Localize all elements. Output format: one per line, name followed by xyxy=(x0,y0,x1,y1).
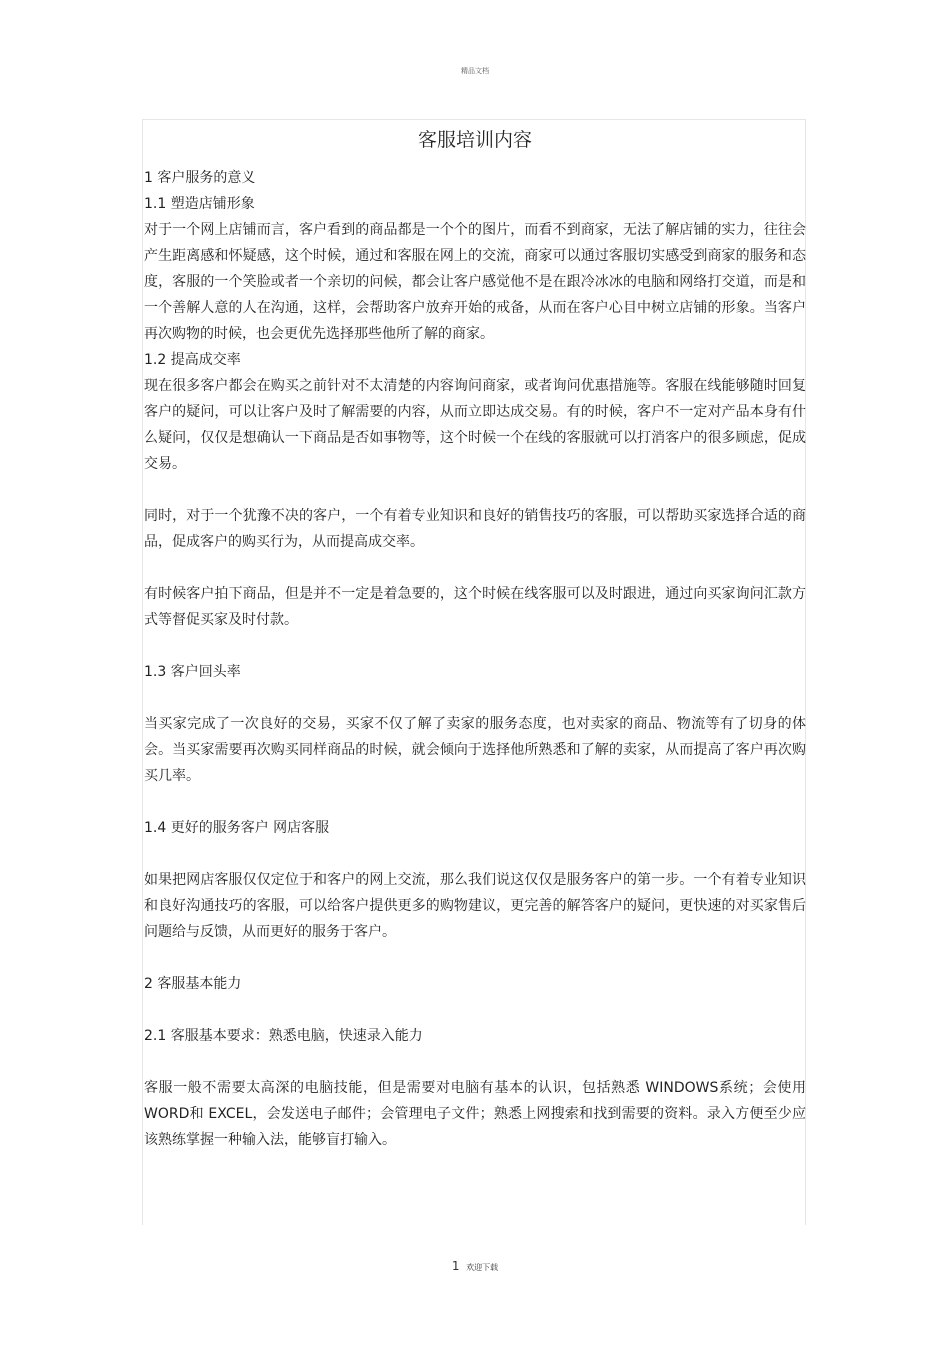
body-paragraph: 同时，对于一个犹豫不决的客户，一个有着专业知识和良好的销售技巧的客服，可以帮助买家选择合适的商品，促成客户的购买行为，从而提高成交率。 xyxy=(144,508,806,550)
section-heading: 1.3 客户回头率 xyxy=(144,664,241,680)
body-paragraph: 当买家完成了一次良好的交易，买家不仅了解了卖家的服务态度，也对卖家的商品、物流等有了切身的体会。当买家需要再次购买同样商品的时候，就会倾向于选择他所熟悉和了解的卖家，从而提高了客户再次购买几率。 xyxy=(144,716,806,784)
document-blocks xyxy=(144,165,806,1153)
paragraph-gap xyxy=(144,789,806,815)
paragraph-gap xyxy=(144,555,806,581)
section-heading: 1 客户服务的意义 xyxy=(144,170,256,186)
section-heading: 1.2 提高成交率 xyxy=(144,352,241,368)
page-number: 1 xyxy=(451,1259,460,1273)
document-title: 客服培训内容 xyxy=(417,129,532,151)
paragraph-gap xyxy=(144,477,806,503)
section-heading: 2.1 客服基本要求：熟悉电脑，快速录入能力 xyxy=(144,1028,423,1044)
section-heading: 1.4 更好的服务客户 网店客服 xyxy=(144,820,330,836)
body-paragraph: 现在很多客户都会在购买之前针对不太清楚的内容询问商家，或者询问优惠措施等。客服在线能够随时回复客户的疑问，可以让客户及时了解需要的内容，从而立即达成交易。有的时候，客户不一定对产品本身有什么疑问，仅仅是想确认一下商品是否如事物等，这个时候一个在线的客服就可以打消客户的很多顾虑，促成交易。 xyxy=(144,378,806,472)
body-paragraph: 对于一个网上店铺而言，客户看到的商品都是一个个的图片，而看不到商家，无法了解店铺的实力，往往会产生距离感和怀疑感，这个时候，通过和客服在网上的交流，商家可以通过客服切实感受到商家的服务和态度，客服的一个笑脸或者一个亲切的问候，都会让客户感觉他不是在跟冷冰冰的电脑和网络打交道，而是和一个善解人意的人在沟通，这样，会帮助客户放弃开始的戒备，从而在客户心目中树立店铺的形象。当客户再次购物的时候，也会更优先选择那些他所了解的商家。 xyxy=(144,222,806,342)
paragraph-gap xyxy=(144,997,806,1023)
paragraph-gap xyxy=(144,1049,806,1075)
footer-text: 欢迎下载 xyxy=(466,1263,499,1272)
header-note: 精品文档 xyxy=(461,67,489,75)
body-paragraph: 有时候客户拍下商品，但是并不一定是着急要的，这个时候在线客服可以及时跟进，通过向买家询问汇款方式等督促买家及时付款。 xyxy=(144,586,806,628)
paragraph-gap xyxy=(144,633,806,659)
paragraph-gap xyxy=(144,685,806,711)
section-heading: 1.1 塑造店铺形象 xyxy=(144,196,255,212)
paragraph-gap xyxy=(144,945,806,971)
body-paragraph: 如果把网店客服仅仅定位于和客户的网上交流，那么我们说这仅仅是服务客户的第一步。一个有着专业知识和良好沟通技巧的客服，可以给客户提供更多的购物建议，更完善的解答客户的疑问，更快速的对买家售后问题给与反馈，从而更好的服务于客户。 xyxy=(144,872,806,940)
body-paragraph: 客服一般不需要太高深的电脑技能，但是需要对电脑有基本的认识，包括熟悉 WINDOWS系统；会使用 WORD和 EXCEL，会发送电子邮件；会管理电子文件；熟悉上网搜索和找到需要的资料。录入方便至少应该熟练掌握一种输入法，能够盲打输入。 xyxy=(144,1080,806,1148)
document-body xyxy=(144,125,806,1153)
paragraph-gap xyxy=(144,841,806,867)
page-footer xyxy=(0,1259,950,1273)
section-heading: 2 客服基本能力 xyxy=(144,976,242,992)
